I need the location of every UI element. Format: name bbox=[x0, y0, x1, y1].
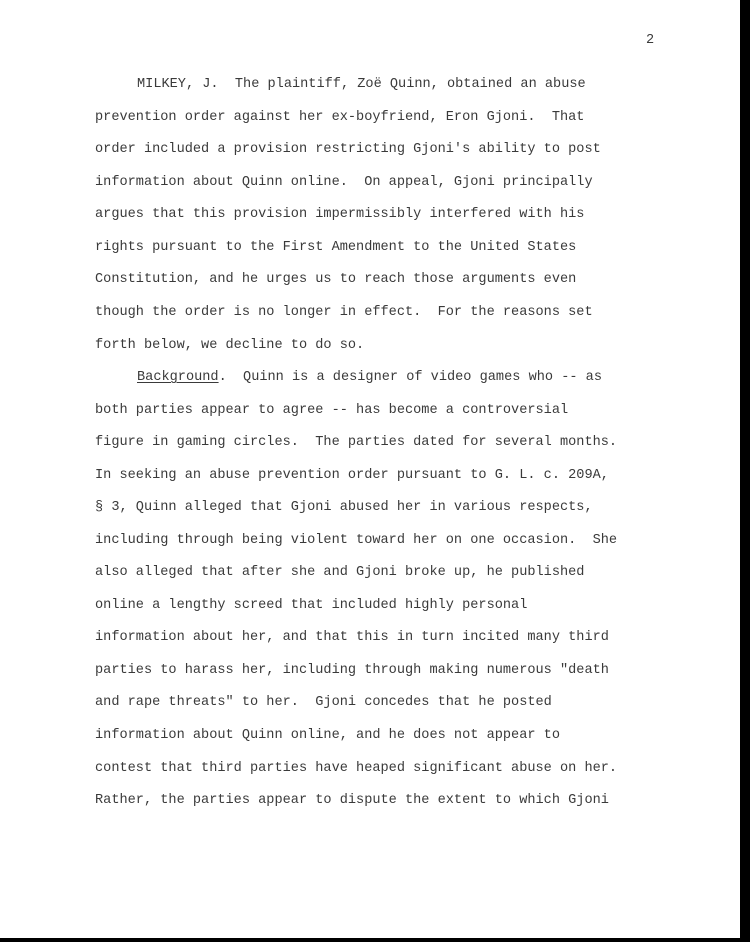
paragraph-line: contest that third parties have heaped significant abuse on her. bbox=[95, 761, 618, 776]
paragraph-line: prevention order against her ex-boyfriend, Eron Gjoni. That bbox=[95, 110, 585, 125]
paragraph-line: information about Quinn online. On appeal, Gjoni principally bbox=[95, 175, 593, 190]
paragraph-line: both parties appear to agree -- has become a controversial bbox=[95, 403, 569, 418]
paragraph-line: Rather, the parties appear to dispute the extent to which Gjoni bbox=[95, 793, 609, 808]
paragraph-line: information about Quinn online, and he does not appear to bbox=[95, 728, 560, 743]
section-heading-background: Background bbox=[137, 370, 219, 385]
paragraph-line: information about her, and that this in turn incited many third bbox=[95, 630, 609, 645]
paragraph-first-line bbox=[137, 369, 602, 387]
paragraph-line: though the order is no longer in effect. For the reasons set bbox=[95, 305, 593, 320]
paragraph-line: In seeking an abuse prevention order pursuant to G. L. c. 209A, bbox=[95, 468, 609, 483]
paragraph-line: online a lengthy screed that included highly personal bbox=[95, 598, 528, 613]
paragraph-line: figure in gaming circles. The parties dated for several months. bbox=[95, 435, 618, 450]
paragraph-line: Constitution, and he urges us to reach those arguments even bbox=[95, 272, 577, 287]
paragraph-line: forth below, we decline to do so. bbox=[95, 338, 365, 353]
paragraph-line: including through being violent toward her on one occasion. She bbox=[95, 533, 618, 548]
paragraph-line: § 3, Quinn alleged that Gjoni abused her in various respects, bbox=[95, 500, 593, 515]
paragraph-line: order included a provision restricting Gjoni's ability to post bbox=[95, 142, 601, 157]
paragraph-line: and rape threats" to her. Gjoni concedes that he posted bbox=[95, 695, 552, 710]
page-number: 2 bbox=[646, 33, 655, 48]
paragraph-text: . Quinn is a designer of video games who -- as bbox=[218, 370, 602, 385]
paragraph-line: also alleged that after she and Gjoni broke up, he published bbox=[95, 565, 585, 580]
paragraph-line: argues that this provision impermissibly interfered with his bbox=[95, 207, 585, 222]
paragraph-line: MILKEY, J. The plaintiff, Zoë Quinn, obtained an abuse bbox=[137, 77, 586, 92]
paragraph-line: parties to harass her, including through making numerous "death bbox=[95, 663, 609, 678]
paragraph-line: rights pursuant to the First Amendment to the United States bbox=[95, 240, 577, 255]
